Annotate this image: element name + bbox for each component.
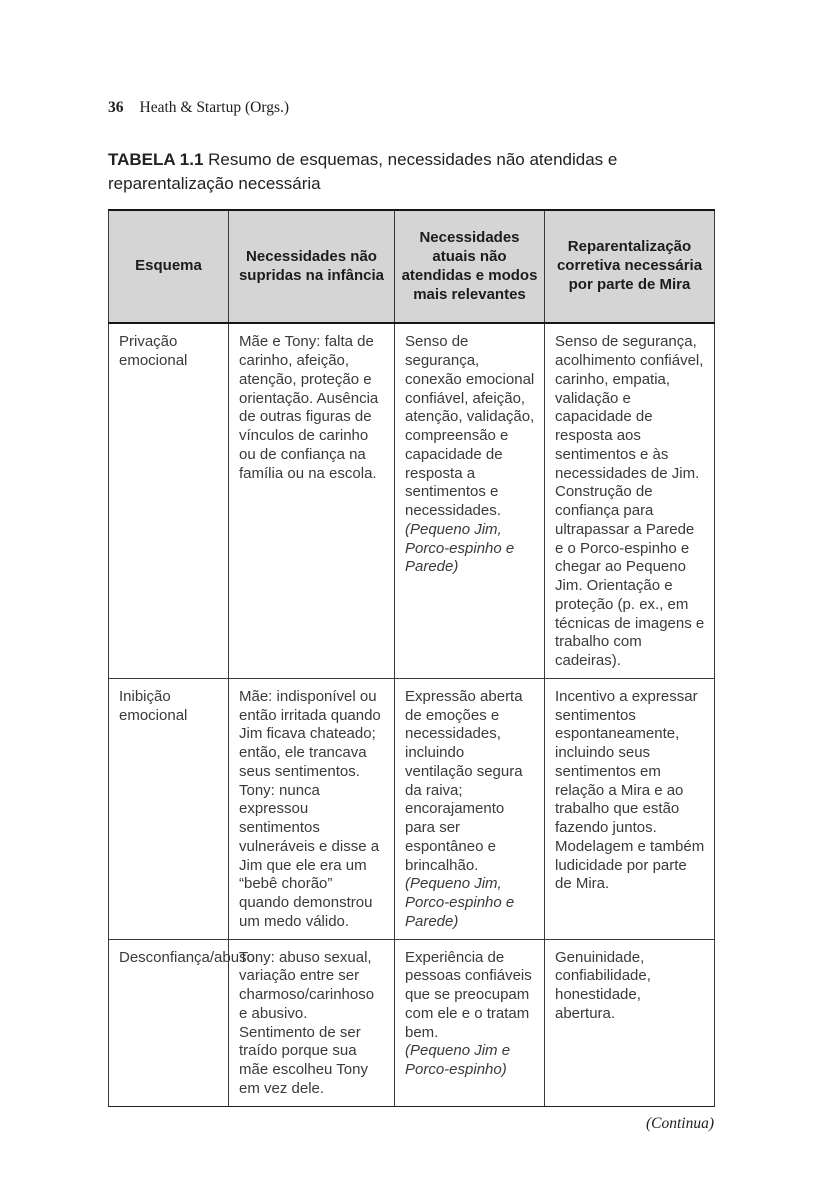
- cell-text: Expressão aberta de emoções e necessidades, incluindo ventilação segura da raiva; encorajamento para ser espontâneo e brincalhão.: [405, 687, 523, 874]
- cell-infancia: [229, 939, 395, 1106]
- table-caption-text: Resumo de esquemas, necessidades não atendidas e reparentalização necessária: [108, 150, 618, 193]
- cell-reparentalizacao: [545, 323, 715, 678]
- cell-text: Experiência de pessoas confiáveis que se preocupam com ele e o tratam bem.: [405, 948, 532, 1041]
- running-head-title: Heath & Startup (Orgs.): [139, 99, 290, 116]
- page-number: 36: [108, 99, 124, 116]
- running-head: [108, 98, 714, 117]
- cell-infancia: [229, 678, 395, 939]
- cell-text: Genuinidade, confiabilidade, honestidade, abertura.: [555, 948, 651, 1022]
- table-row: [109, 939, 715, 1106]
- cell-reparentalizacao: [545, 678, 715, 939]
- continuation-note: (Continua): [645, 1114, 714, 1132]
- cell-atuais: [395, 939, 545, 1106]
- schema-summary-table: [108, 209, 715, 1106]
- cell-esquema: [109, 939, 255, 1106]
- cell-atuais: [395, 323, 545, 678]
- cell-text: Mãe: indisponível ou então irritada quando Jim ficava chateado; então, ele trancava seus sentimentos. Tony: nunca expressou sentimentos vulneráveis e disse a Jim que ele era um “bebê chorão” quando demonstrou um medo válido.: [239, 687, 381, 930]
- header-cell-infancia: Necessidades não supridas na infância: [229, 210, 395, 323]
- table-row: [109, 323, 715, 678]
- cell-text: Tony: abuso sexual, variação entre ser charmoso/carinhoso e abusivo. Sentimento de ser traído porque sua mãe escolheu Tony em vez dele.: [239, 948, 375, 1097]
- cell-text: Desconfiança/abuso: [119, 948, 255, 966]
- cell-modes-note: (Pequeno Jim, Porco-espinho e Parede): [405, 520, 515, 576]
- table-caption-label: TABELA 1.1: [108, 150, 204, 170]
- cell-text: Senso de segurança, conexão emocional confiável, afeição, atenção, validação, compreensão e capacidade de resposta a sentimentos e necessidades.: [405, 333, 535, 520]
- cell-text: Privação emocional: [119, 333, 188, 370]
- table-caption: [108, 148, 714, 195]
- table-header-row: [109, 210, 715, 323]
- cell-atuais: [395, 678, 545, 939]
- cell-text: Incentivo a expressar sentimentos espontaneamente, incluindo seus sentimentos em relação a Mira e ao trabalho que estão fazendo juntos. Modelagem e também ludicidade por parte de Mira.: [555, 687, 705, 893]
- cell-esquema: [109, 678, 229, 939]
- header-cell-atuais: Necessidades atuais não atendidas e modos mais relevantes: [395, 210, 545, 323]
- cell-text: Senso de segurança, acolhimento confiável, carinho, empatia, validação e capacidade de resposta aos sentimentos e às necessidades de Jim. Construção de confiança para ultrapassar a Parede e o Porco-espinho e chegar ao Pequeno Jim. Orientação e proteção (p. ex., em técnicas de imagens e trabalho com cadeiras).: [555, 333, 705, 670]
- header-cell-reparentalizacao: Reparentalização corretiva necessária por parte de Mira: [545, 210, 715, 323]
- cell-modes-note: (Pequeno Jim, Porco-espinho e Parede): [405, 875, 515, 930]
- cell-esquema: [109, 323, 229, 678]
- cell-infancia: [229, 323, 395, 678]
- cell-text: Mãe e Tony: falta de carinho, afeição, atenção, proteção e orientação. Ausência de outras figuras de vínculos de carinho ou de confiança na família ou na escola.: [239, 333, 379, 482]
- table-row: [109, 678, 715, 939]
- cell-reparentalizacao: [545, 939, 715, 1106]
- cell-modes-note: (Pequeno Jim e Porco-espinho): [405, 1042, 511, 1079]
- cell-text: Inibição emocional: [119, 687, 188, 724]
- header-cell-esquema: Esquema: [109, 210, 229, 323]
